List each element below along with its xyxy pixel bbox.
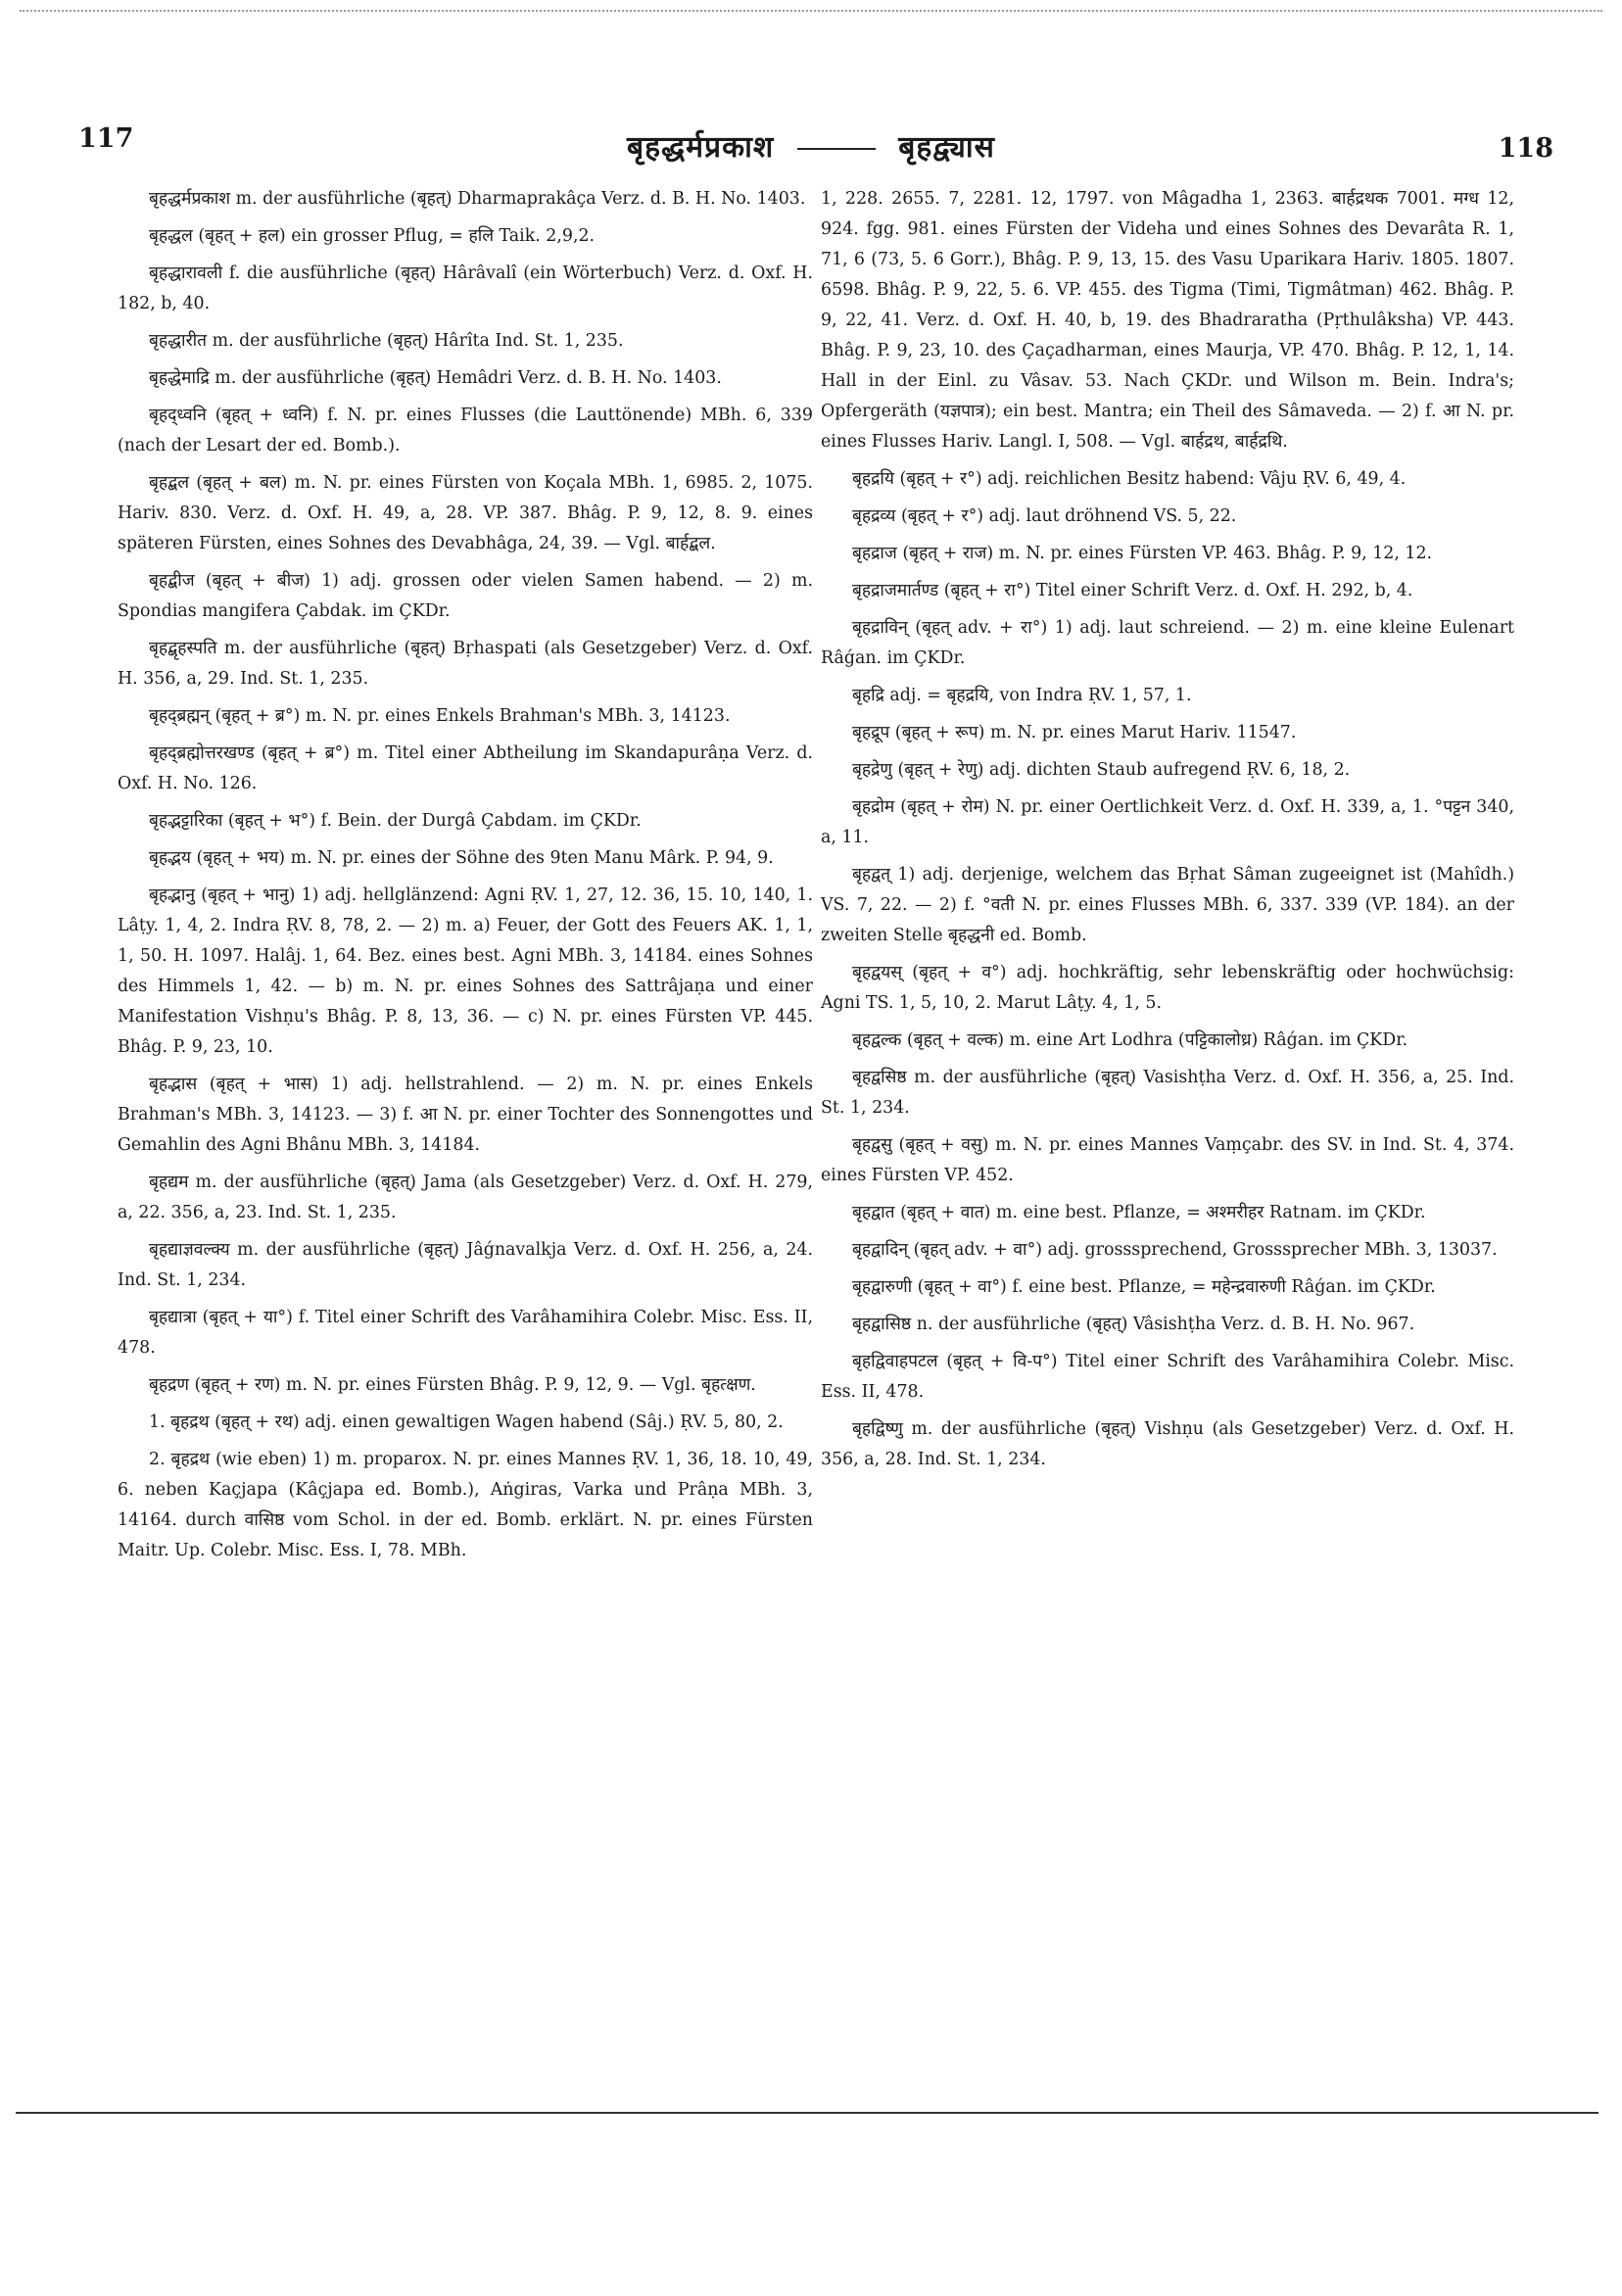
dictionary-entry: 2. बृहद्रथ (wie eben) 1) m. proparox. N. pr. eines Mannes ṚV. 1, 36, 18. 10, 49, 6. neben Kaçjapa (Kâçjapa ed. Bomb.), Aṅgiras, Varka und Prâṇa MBh. 3, 14164. durch वासिष्ठ vom Schol. in der ed. Bomb. erklärt. N. pr. eines Fürsten Maitr. Up. Colebr. Misc. Ess. I, 78. MBh.: [118, 1450, 813, 1560]
dictionary-entry: बृहद्धर्मप्रकाश m. der ausführliche (बृहत्) Dharmaprakâça Verz. d. B. H. No. 1403.: [149, 189, 806, 209]
dictionary-entry: बृहद्राजमार्तण्ड (बृहत् + रा°) Titel einer Schrift Verz. d. Oxf. H. 292, b, 4.: [852, 581, 1413, 600]
dictionary-entry: बृहद्बृहस्पति m. der ausführliche (बृहत्) Bṛhaspati (als Gesetzgeber) Verz. d. Oxf. H. 356, a, 29. Ind. St. 1, 235.: [118, 639, 813, 689]
dictionary-entry: बृहद्भास (बृहत् + भास) 1) adj. hellstrahlend. — 2) m. N. pr. eines Enkels Brahman's MBh. 3, 14123. — 3) f. आ N. pr. einer Tochter des Sonnengottes und Gemahlin des Agni Bhânu MBh. 3, 14184.: [118, 1075, 813, 1155]
dictionary-entry: बृहद्वसिष्ठ m. der ausführliche (बृहत्) Vasishṭha Verz. d. Oxf. H. 356, a, 25. Ind. St. 1, 234.: [821, 1068, 1514, 1118]
dictionary-entry: बृहद्वासिष्ठ n. der ausführliche (बृहत्) Vâsishṭha Verz. d. B. H. No. 967.: [852, 1315, 1415, 1334]
dictionary-entry: बृहद्वल्क (बृहत् + वल्क) m. eine Art Lodhra (पट्टिकालोध्र) Râǵan. im ÇKDr.: [852, 1030, 1408, 1050]
dictionary-entry: बृहद्बीज (बृहत् + बीज) 1) adj. grossen oder vielen Samen habend. — 2) m. Spondias mangifera Çabdak. im ÇKDr.: [118, 571, 813, 621]
dictionary-entry: बृहद्राविन् (बृहत् adv. + रा°) 1) adj. laut schreiend. — 2) m. eine kleine Eulenart Râǵan. im ÇKDr.: [821, 618, 1514, 668]
dictionary-entry: बृहद्रूप (बृहत् + रूप) m. N. pr. eines Marut Hariv. 11547.: [852, 723, 1297, 742]
dictionary-entry: बृहद्ब्रह्मोत्तरखण्ड (बृहत् + ब्र°) m. Titel einer Abtheilung im Skandapurâṇa Verz. d. Oxf. H. No. 126.: [118, 743, 813, 793]
dictionary-entry: बृहद्वयस् (बृहत् + व°) adj. hochkräftig, sehr lebenskräftig oder hochwüchsig: Agni TS. 1, 5, 10, 2. Marut Lâṭy. 4, 1, 5.: [821, 963, 1514, 1013]
dictionary-entry: बृहद्रोम (बृहत् + रोम) N. pr. einer Oertlichkeit Verz. d. Oxf. H. 339, a, 1. °पट्टन 340, a, 11.: [821, 797, 1514, 847]
dictionary-entry: बृहद्याज्ञवल्क्य m. der ausführliche (बृहत्) Jâǵnavalkja Verz. d. Oxf. H. 256, a, 24. Ind. St. 1, 234.: [118, 1240, 813, 1290]
dictionary-entry: बृहद्धल (बृहत् + हल) ein grosser Pflug, = हलि Taik. 2,9,2.: [149, 226, 596, 246]
dictionary-entry: बृहद्विष्णु m. der ausführliche (बृहत्) Vishṇu (als Gesetzgeber) Verz. d. Oxf. H. 356, a, 28. Ind. St. 1, 234.: [821, 1419, 1514, 1469]
header-separator: [797, 148, 876, 150]
dictionary-entry: 1, 228. 2655. 7, 2281. 12, 1797. von Mâgadha 1, 2363. बार्हद्रथक 7001. मग्ध 12, 924. fgg. 981. eines Fürsten der Videha und eines Sohnes des Devarâta R. 1, 71, 6 (73, 5. 6 Gorr.), Bhâg. P. 9, 13, 15. des Vasu Uparikara Hariv. 1805. 1807. 6598. Bhâg. P. 9, 22, 5. 6. VP. 455. des Tigma (Timi, Tigmâtman) 462. Bhâg. P. 9, 22, 41. Verz. d. Oxf. H. 40, b, 19. des Bhadraratha (Pṛthulâksha) VP. 443. Bhâg. P. 9, 23, 10. des Çaçadharman, eines Maurja, VP. 470. Bhâg. P. 12, 1, 14. Hall in der Einl. zu Vâsav. 53. Nach ÇKDr. und Wilson m. Bein. Indra's; Opfergeräth (यज्ञपात्र); ein best. Mantra; ein Theil des Sâmaveda. — 2) f. आ N. pr. eines Flusses Hariv. Langl. I, 508. — Vgl. बार्हद्रथ, बार्हद्रथि.: [821, 189, 1514, 452]
dictionary-entry: 1. बृहद्रथ (बृहत् + रथ) adj. einen gewaltigen Wagen habend (Sâj.) ṚV. 5, 80, 2.: [149, 1412, 784, 1432]
header-right-word: बृहद्व्यास: [898, 130, 995, 165]
dictionary-entry: बृहद्विवाहपटल (बृहत् + वि-प°) Titel einer Schrift des Varâhamihira Colebr. Misc. Ess. II, 478.: [821, 1352, 1514, 1402]
dictionary-entry: बृहद्ब्रह्मन् (बृहत् + ब्र°) m. N. pr. eines Enkels Brahman's MBh. 3, 14123.: [149, 706, 731, 726]
dictionary-entry: बृहद्रि adj. = बृहद्रयि, von Indra ṚV. 1, 57, 1.: [852, 686, 1192, 705]
header-left-word: बृहद्धर्मप्रकाश: [627, 130, 775, 165]
dictionary-entry: बृहद्वसु (बृहत् + वसु) m. N. pr. eines Mannes Vaṃçabr. des SV. in Ind. St. 4, 374. eines Fürsten VP. 452.: [821, 1135, 1514, 1185]
dictionary-entry: बृहद्वादिन् (बृहत् adv. + वा°) adj. grosssprechend, Grosssprecher MBh. 3, 13037.: [852, 1240, 1498, 1260]
top-border-line: [20, 10, 1602, 16]
dictionary-entry: बृहद्वारुणी (बृहत् + वा°) f. eine best. Pflanze, = महेन्द्रवारुणी Râǵan. im ÇKDr.: [852, 1277, 1436, 1297]
dictionary-entry: बृहद्भानु (बृहत् + भानु) 1) adj. hellglänzend: Agni ṚV. 1, 27, 12. 36, 15. 10, 140, 1. Lâṭy. 1, 4, 2. Indra ṚV. 8, 78, 2. — 2) m. a) Feuer, der Gott des Feuers AK. 1, 1, 1, 50. H. 1097. Halâj. 1, 64. Bez. eines best. Agni MBh. 3, 14184. eines Sohnes des Himmels 1, 42. — b) m. N. pr. eines Sohnes des Sattrâjaṇa und einer Manifestation Vishṇu's Bhâg. P. 8, 13, 36. — c) N. pr. eines Fürsten VP. 445. Bhâg. P. 9, 23, 10.: [118, 885, 813, 1057]
dictionary-entry: बृहद्यम m. der ausführliche (बृहत्) Jama (als Gesetzgeber) Verz. d. Oxf. H. 279, a, 22. 356, a, 23. Ind. St. 1, 235.: [118, 1172, 813, 1222]
dictionary-entry: बृहद्वत् 1) adj. derjenige, welchem das Bṛhat Sâman zugeeignet ist (Mahîdh.) VS. 7, 22. — 2) f. °वती N. pr. eines Flusses MBh. 6, 337. 339 (VP. 184). an der zweiten Stelle बृहद्धनी ed. Bomb.: [821, 865, 1514, 945]
dictionary-entry: बृहद्रण (बृहत् + रण) m. N. pr. eines Fürsten Bhâg. P. 9, 12, 9. — Vgl. बृहत्क्षण.: [149, 1375, 756, 1395]
dictionary-entry: बृहद्धारीत m. der ausführliche (बृहत्) Hârîta Ind. St. 1, 235.: [149, 331, 624, 351]
dictionary-entry: बृहद्रयि (बृहत् + र°) adj. reichlichen Besitz habend: Vâju ṚV. 6, 49, 4.: [852, 469, 1407, 489]
dictionary-entry: बृहद्बल (बृहत् + बल) m. N. pr. eines Fürsten von Koçala MBh. 1, 6985. 2, 1075. Hariv. 830. Verz. d. Oxf. H. 49, a, 28. VP. 387. Bhâg. P. 9, 12, 8. 9. eines späteren Fürsten, eines Sohnes des Devabhâga, 24, 39. — Vgl. बार्हद्बल.: [118, 473, 813, 553]
dictionary-entry: बृहद्रेणु (बृहत् + रेणु) adj. dichten Staub aufregend ṚV. 6, 18, 2.: [852, 760, 1351, 780]
running-header: [0, 125, 1622, 166]
left-column: [118, 184, 813, 1573]
dictionary-entry: बृहद्धेमाद्रि m. der ausführliche (बृहत्) Hemâdri Verz. d. B. H. No. 1403.: [149, 368, 722, 388]
dictionary-entry: बृहद्धारावली f. die ausführliche (बृहत्) Hârâvalî (ein Wörterbuch) Verz. d. Oxf. H. 182, b, 40.: [118, 263, 813, 313]
dictionary-entry: बृहद्राज (बृहत् + राज) m. N. pr. eines Fürsten VP. 463. Bhâg. P. 9, 12, 12.: [852, 544, 1433, 563]
dictionary-entry: बृहद्ध्वनि (बृहत् + ध्वनि) f. N. pr. eines Flusses (die Lauttönende) MBh. 6, 339 (nach der Lesart der ed. Bomb.).: [118, 406, 813, 455]
page-number-right: 118: [1498, 133, 1553, 164]
dictionary-entry: बृहद्भय (बृहत् + भय) m. N. pr. eines der Söhne des 9ten Manu Mârk. P. 94, 9.: [149, 848, 774, 868]
dictionary-entry: बृहद्यात्रा (बृहत् + या°) f. Titel einer Schrift des Varâhamihira Colebr. Misc. Ess. II, 478.: [118, 1308, 813, 1358]
bottom-rule: [16, 2112, 1598, 2114]
page-number-left: 117: [78, 123, 134, 154]
dictionary-entry: बृहद्वात (बृहत् + वात) m. eine best. Pflanze, = अश्मरीहर Ratnam. im ÇKDr.: [852, 1203, 1426, 1222]
right-column: [821, 184, 1514, 1482]
dictionary-entry: बृहद्रव्य (बृहत् + र°) adj. laut dröhnend VS. 5, 22.: [852, 506, 1237, 526]
dictionary-entry: बृहद्भट्टारिका (बृहत् + भ°) f. Bein. der Durgâ Çabdam. im ÇKDr.: [149, 811, 642, 831]
